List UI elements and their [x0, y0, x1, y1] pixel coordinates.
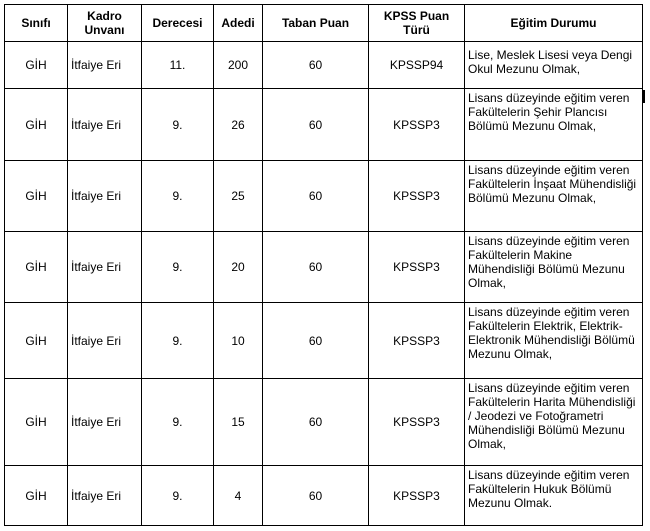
header-derecesi: Derecesi [142, 5, 214, 42]
cell-sinifi: GİH [5, 466, 68, 526]
cell-egitim-durumu: Lisans düzeyinde eğitim veren Fakültelerin Şehir Plancısı Bölümü Mezunu Olmak, [465, 89, 643, 161]
cell-kpss-puan-turu: KPSSP3 [369, 466, 465, 526]
cell-sinifi: GİH [5, 42, 68, 89]
cell-sinifi: GİH [5, 232, 68, 303]
cell-kadro-unvani: İtfaiye Eri [68, 303, 142, 379]
cell-kpss-puan-turu: KPSSP3 [369, 379, 465, 466]
table-row [5, 42, 643, 89]
header-row [5, 5, 643, 42]
cell-taban-puan: 60 [263, 232, 369, 303]
cell-kpss-puan-turu: KPSSP3 [369, 303, 465, 379]
cell-sinifi: GİH [5, 161, 68, 232]
cell-egitim-durumu: Lisans düzeyinde eğitim veren Fakültelerin Makine Mühendisliği Bölümü Mezunu Olmak, [465, 232, 643, 303]
table-row [5, 89, 643, 161]
cell-adedi: 25 [214, 161, 263, 232]
cell-derecesi: 9. [142, 466, 214, 526]
cell-kpss-puan-turu: KPSSP3 [369, 161, 465, 232]
positions-table [4, 4, 643, 526]
table-row [5, 466, 643, 526]
header-sinifi: Sınıfı [5, 5, 68, 42]
cell-derecesi: 9. [142, 161, 214, 232]
cell-sinifi: GİH [5, 303, 68, 379]
cell-derecesi: 9. [142, 379, 214, 466]
cell-taban-puan: 60 [263, 379, 369, 466]
cell-adedi: 10 [214, 303, 263, 379]
cell-derecesi: 9. [142, 303, 214, 379]
table-row [5, 303, 643, 379]
cell-egitim-durumu: Lise, Meslek Lisesi veya Dengi Okul Mezunu Olmak, [465, 42, 643, 89]
cell-adedi: 15 [214, 379, 263, 466]
header-egitim-durumu: Eğitim Durumu [465, 5, 643, 42]
cell-kpss-puan-turu: KPSSP94 [369, 42, 465, 89]
cell-derecesi: 11. [142, 42, 214, 89]
cell-adedi: 4 [214, 466, 263, 526]
cell-sinifi: GİH [5, 379, 68, 466]
cell-derecesi: 9. [142, 89, 214, 161]
header-taban-puan: Taban Puan [263, 5, 369, 42]
cell-taban-puan: 60 [263, 42, 369, 89]
margin-mark [643, 90, 645, 103]
cell-kadro-unvani: İtfaiye Eri [68, 466, 142, 526]
cell-derecesi: 9. [142, 232, 214, 303]
cell-adedi: 26 [214, 89, 263, 161]
cell-egitim-durumu: Lisans düzeyinde eğitim veren Fakültelerin Harita Mühendisliği / Jeodezi ve Fotoğrametri Mühendisliği Bölümü Mezunu Olmak, [465, 379, 643, 466]
cell-kpss-puan-turu: KPSSP3 [369, 89, 465, 161]
header-kpss-puan-turu: KPSS Puan Türü [369, 5, 465, 42]
cell-sinifi: GİH [5, 89, 68, 161]
header-kadro-unvani: Kadro Unvanı [68, 5, 142, 42]
cell-taban-puan: 60 [263, 161, 369, 232]
cell-kadro-unvani: İtfaiye Eri [68, 232, 142, 303]
cell-kadro-unvani: İtfaiye Eri [68, 89, 142, 161]
cell-taban-puan: 60 [263, 466, 369, 526]
cell-adedi: 200 [214, 42, 263, 89]
cell-egitim-durumu: Lisans düzeyinde eğitim veren Fakültelerin Elektrik, Elektrik-Elektronik Mühendisliği Bölümü Mezunu Olmak, [465, 303, 643, 379]
header-adedi: Adedi [214, 5, 263, 42]
cell-kadro-unvani: İtfaiye Eri [68, 379, 142, 466]
table-row [5, 379, 643, 466]
cell-kpss-puan-turu: KPSSP3 [369, 232, 465, 303]
cell-taban-puan: 60 [263, 303, 369, 379]
table-row [5, 161, 643, 232]
cell-taban-puan: 60 [263, 89, 369, 161]
table-row [5, 232, 643, 303]
cell-kadro-unvani: İtfaiye Eri [68, 42, 142, 89]
cell-adedi: 20 [214, 232, 263, 303]
cell-egitim-durumu: Lisans düzeyinde eğitim veren Fakültelerin İnşaat Mühendisliği Bölümü Mezunu Olmak, [465, 161, 643, 232]
cell-egitim-durumu: Lisans düzeyinde eğitim veren Fakültelerin Hukuk Bölümü Mezunu Olmak. [465, 466, 643, 526]
cell-kadro-unvani: İtfaiye Eri [68, 161, 142, 232]
